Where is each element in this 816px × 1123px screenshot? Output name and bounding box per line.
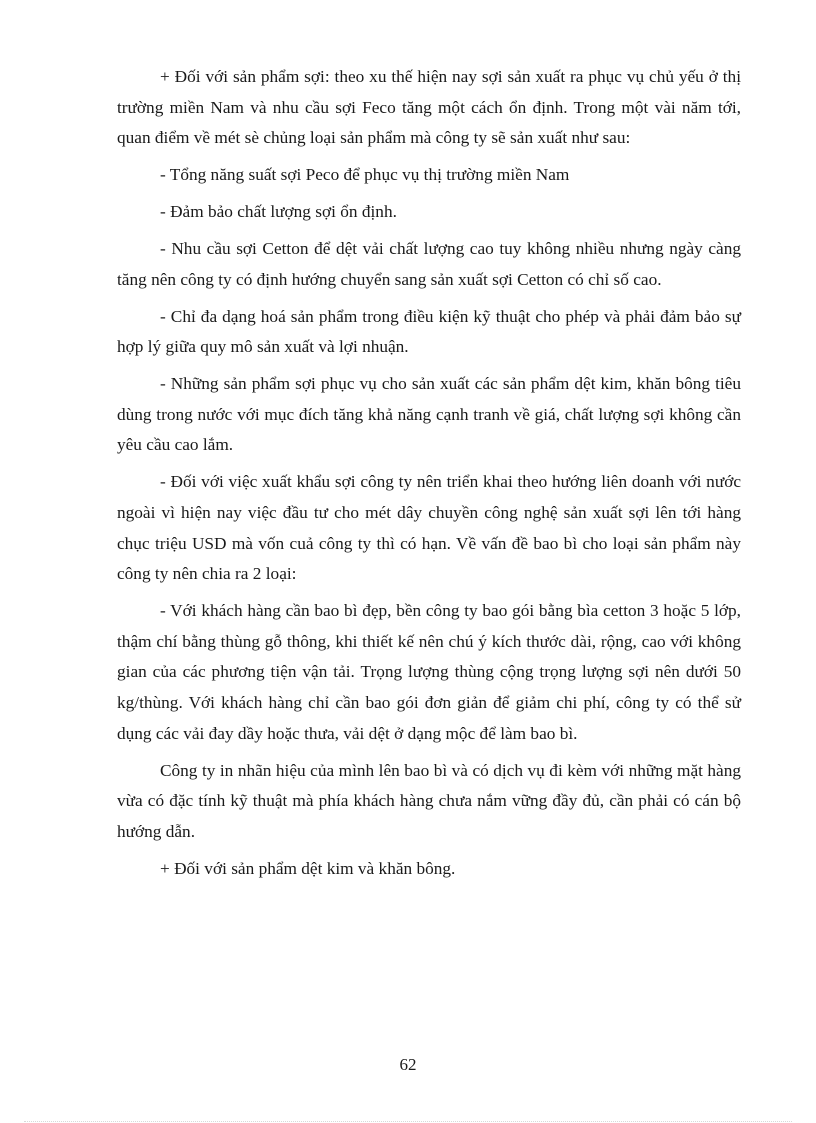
page-number: 62 — [399, 1055, 417, 1074]
paragraph-knit-towel: + Đối với sản phẩm dệt kim và khăn bông. — [160, 858, 456, 878]
paragraph-peco-capacity: - Tổng năng suất sợi Peco để phục vụ thị trường miền Nam — [160, 165, 570, 185]
paragraph-export: - Đối với việc xuất khẩu sợi công ty nên triển khai theo hướng liên doanh với nước ngoài vì hiện nay việc đầu tư cho mét dây chuyền công nghệ sản xuất sợi lên tới hàng chục triệu USD mà vốn cuả công ty thì có hạn. Về vấn đề bao bì cho loại sản phẩm này công ty nên chia ra 2 loại: — [117, 472, 741, 584]
paragraph-labeling: Công ty in nhãn hiệu của mình lên bao bì và có dịch vụ đi kèm với những mặt hàng vừa có đặc tính kỹ thuật mà phía khách hàng chưa nắm vững đầy đủ, cần phải có cán bộ hướng dẫn. — [117, 760, 741, 841]
paragraph-fiber-products: + Đối với sản phẩm sợi: theo xu thế hiện nay sợi sản xuất ra phục vụ chủ yếu ở thị trường miền Nam và nhu cầu sợi Feco tăng một cách ổn định. Trong một vài năm tới, quan điểm về mét sè chủng loại sản phẩm mà công ty sẽ sản xuất như sau: — [117, 67, 741, 148]
paragraph-packaging: - Với khách hàng cần bao bì đẹp, bền công ty bao gói bằng bìa cetton 3 hoặc 5 lớp, thậm chí bằng thùng gỗ thông, khi thiết kế nên chú ý kích thước dài, rộng, cao với không gian của các phương tiện vận tải. Trọng lượng thùng cộng trọng lượng sợi nên dưới 50 kg/thùng. Với khách hàng chỉ cần bao gói đơn giản để giảm chi phí, công ty có thể sử dụng các vải đay dầy hoặc thưa, vải dệt ở dạng mộc để làm bao bì. — [117, 601, 741, 743]
page-edge-divider — [24, 1121, 792, 1122]
paragraph-quality: - Đảm bảo chất lượng sợi ổn định. — [160, 202, 397, 222]
paragraph-diversification: - Chỉ đa dạng hoá sản phẩm trong điều kiện kỹ thuật cho phép và phải đảm bảo sự hợp lý giữa quy mô sản xuất và lợi nhuận. — [117, 306, 741, 357]
body-text — [117, 62, 741, 891]
paragraph-cetton-demand: - Nhu cầu sợi Cetton để dệt vải chất lượng cao tuy không nhiều nhưng ngày càng tăng nên công ty có định hướng chuyển sang sản xuất sợi Cetton có chỉ số cao. — [117, 239, 741, 289]
paragraph-knitting-fiber: - Những sản phẩm sợi phục vụ cho sản xuất các sản phẩm dệt kim, khăn bông tiêu dùng trong nước với mục đích tăng khả năng cạnh tranh về giá, chất lượng sợi không cần yêu cầu cao lắm. — [117, 374, 741, 455]
